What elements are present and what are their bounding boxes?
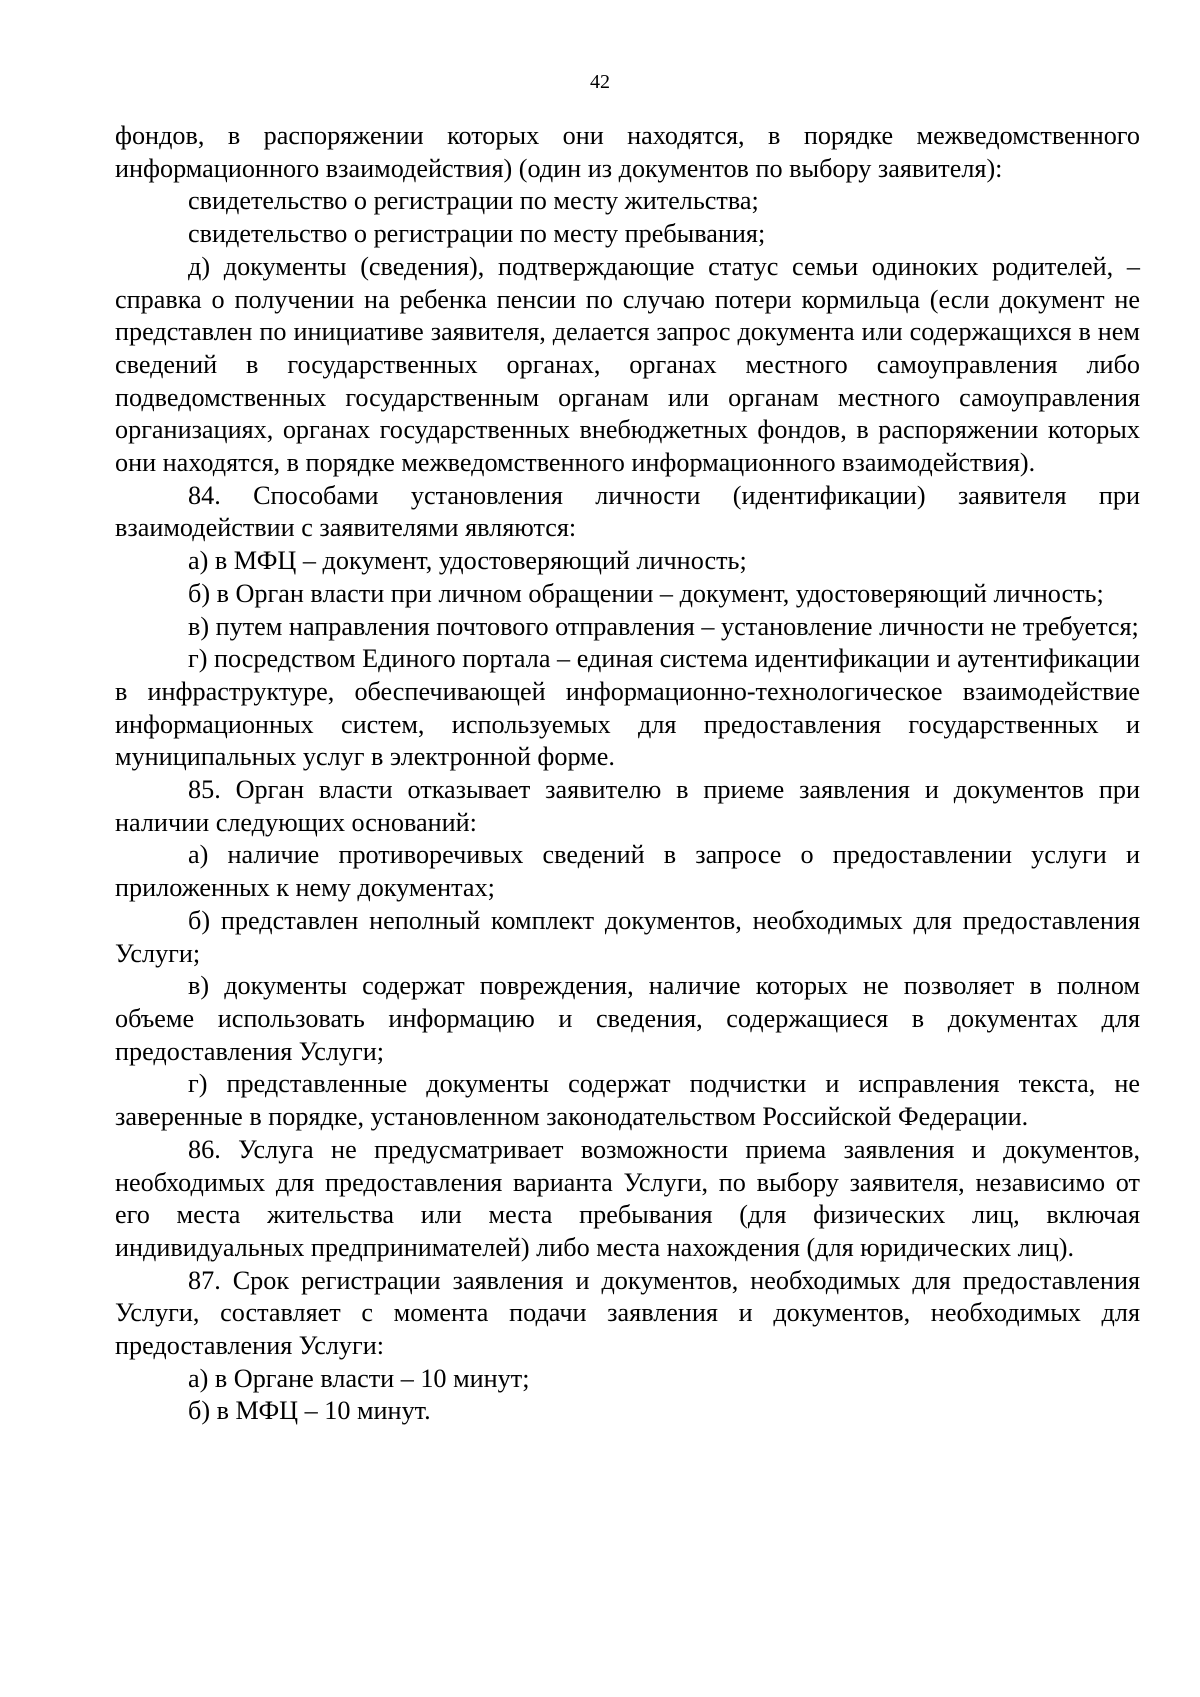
paragraph: свидетельство о регистрации по месту пребывания;	[188, 219, 766, 249]
paragraph: б) представлен неполный комплект документов, необходимых для предоставления Услуги;	[115, 905, 1140, 968]
paragraph: 86. Услуга не предусматривает возможности приема заявления и документов, необходимых для предоставления варианта Услуги, по выбору заявителя, независимо от его места жительства или места пребывания (для физических лиц, включая индивидуальных предпринимателей) либо места нахождения (для юридических лиц).	[115, 1134, 1140, 1262]
paragraph: г) посредством Единого портала – единая система идентификации и аутентификации в инфраструктуре, обеспечивающей информационно-технологическое взаимодействие информационных систем, используемых для предоставления государственных и муниципальных услуг в электронной форме.	[115, 644, 1140, 772]
paragraph: 87. Срок регистрации заявления и документов, необходимых для предоставления Услуги, составляет с момента подачи заявления и документов, необходимых для предоставления Услуги:	[115, 1265, 1140, 1361]
paragraph: в) путем направления почтового отправления – установление личности не требуется;	[188, 611, 1139, 641]
paragraph: а) в Органе власти – 10 минут;	[188, 1363, 530, 1393]
page-number: 42	[590, 71, 610, 93]
paragraph: б) в МФЦ – 10 минут.	[188, 1396, 431, 1426]
paragraph: в) документы содержат повреждения, наличие которых не позволяет в полном объеме использовать информацию и сведения, содержащиеся в документах для предоставления Услуги;	[115, 971, 1140, 1066]
paragraph: 85. Орган власти отказывает заявителю в приеме заявления и документов при наличии следующих оснований:	[115, 775, 1140, 837]
paragraph: б) в Орган власти при личном обращении – документ, удостоверяющий личность;	[188, 578, 1104, 608]
document-body	[115, 120, 1140, 1428]
paragraph: г) представленные документы содержат подчистки и исправления текста, не заверенные в порядке, установленном законодательством Российской Федерации.	[115, 1069, 1140, 1132]
paragraph: а) наличие противоречивых сведений в запросе о предоставлении услуги и приложенных к нему документах;	[115, 840, 1140, 903]
paragraph: свидетельство о регистрации по месту жительства;	[188, 186, 759, 216]
paragraph: д) документы (сведения), подтверждающие статус семьи одиноких родителей, – справка о получении на ребенка пенсии по случаю потери кормильца (если документ не представлен по инициативе заявителя, делается запрос документа или содержащихся в нем сведений в государственных органах, органах местного самоуправления либо подведомственных государственным органам или органам местного самоуправления организациях, органах государственных внебюджетных фондов, в распоряжении которых они находятся, в порядке межведомственного информационного взаимодействия).	[115, 251, 1140, 478]
paragraph: фондов, в распоряжении которых они находятся, в порядке межведомственного информационного взаимодействия) (один из документов по выбору заявителя):	[115, 121, 1140, 183]
paragraph: 84. Способами установления личности (идентификации) заявителя при взаимодействии с заявителями являются:	[115, 480, 1140, 543]
paragraph: а) в МФЦ – документ, удостоверяющий личность;	[188, 546, 747, 576]
